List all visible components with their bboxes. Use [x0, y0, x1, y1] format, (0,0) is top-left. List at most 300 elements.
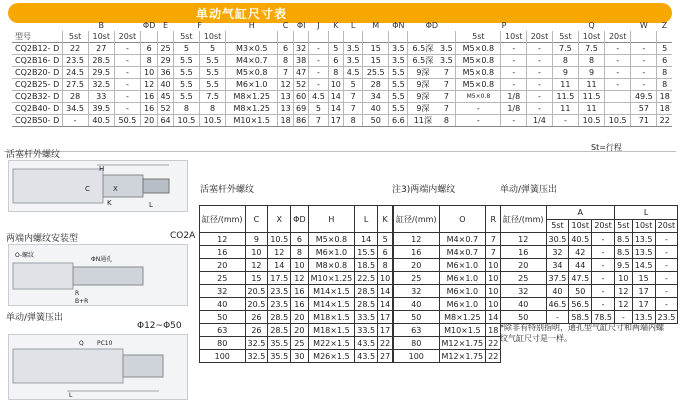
- cell: 20: [140, 115, 157, 127]
- table-row: [394, 246, 501, 259]
- main-dimension-table: [12, 20, 672, 127]
- cell: -: [309, 43, 328, 55]
- l-label: L: [149, 201, 153, 209]
- cell: 28.5: [88, 55, 114, 67]
- cell: -: [592, 285, 615, 298]
- spring-out-table: [500, 205, 678, 324]
- cell: 28: [363, 79, 389, 91]
- cell: -: [309, 55, 328, 67]
- cell: 14: [355, 233, 378, 246]
- cell: 16: [200, 246, 246, 259]
- cell: 12: [278, 79, 294, 91]
- cell: -: [456, 115, 501, 127]
- cell: M5×0.8: [456, 55, 501, 67]
- cell: M5×0.8: [456, 43, 501, 55]
- cell: 5.5: [389, 67, 408, 79]
- cell: 32: [293, 43, 309, 55]
- cell: M8×0.8: [308, 259, 355, 272]
- cell: 17: [632, 298, 655, 311]
- q-label: Q: [79, 340, 84, 347]
- cell: M6×1.0: [439, 272, 486, 285]
- cell: M22×1.5: [308, 337, 355, 350]
- main-header-f: F: [197, 21, 202, 30]
- header-cell: H: [308, 206, 355, 233]
- table-row: [394, 324, 501, 337]
- cell: 49.5: [631, 91, 657, 103]
- main-sub-empty: [344, 31, 363, 43]
- both-end-header-row: [394, 206, 501, 233]
- cell: 12: [394, 233, 440, 246]
- cell: 45: [158, 91, 174, 103]
- cell: -: [592, 246, 615, 259]
- cell: M14×1.5: [308, 298, 355, 311]
- cell: 10.5: [200, 115, 226, 127]
- cell: 13: [278, 103, 294, 115]
- header-cell: C: [245, 206, 268, 233]
- cell: 60: [293, 91, 309, 103]
- table-row: [200, 298, 393, 311]
- table-row: [501, 233, 678, 246]
- cell: 69: [293, 103, 309, 115]
- cell: 8: [344, 115, 363, 127]
- cell: 26: [245, 324, 268, 337]
- main-table-row: [12, 103, 672, 115]
- cell: 5: [328, 43, 344, 55]
- cell: -: [527, 91, 553, 103]
- main-table-row: [12, 55, 672, 67]
- cell: 16: [140, 91, 157, 103]
- cell: 10: [614, 272, 632, 285]
- cell: M12×1.75: [439, 337, 486, 350]
- cell: 6: [291, 233, 308, 246]
- main-header-p: P: [501, 21, 507, 30]
- cell: -: [527, 55, 553, 67]
- cell: 10: [486, 259, 501, 272]
- cell: 44: [569, 259, 592, 272]
- cell: -: [114, 103, 140, 115]
- main-table-row: [12, 79, 672, 91]
- cell: 9深: [408, 103, 438, 115]
- both-end-heading: 两端内螺纹安装型: [6, 234, 79, 244]
- cell: -: [501, 43, 527, 55]
- cell: 6.6: [389, 115, 408, 127]
- cell: 7.5: [200, 91, 226, 103]
- header-cell: 5st: [614, 219, 632, 233]
- cell: 6.5深: [408, 55, 438, 67]
- cell: 5: [657, 43, 672, 55]
- cell: -: [655, 272, 678, 285]
- cell: 26: [245, 311, 268, 324]
- cell: 5.5: [200, 79, 226, 91]
- cell: 7: [437, 67, 455, 79]
- cell: M5×0.8: [456, 79, 501, 91]
- header-cell: 5st: [546, 219, 569, 233]
- cell: -: [655, 285, 678, 298]
- table-row: [501, 298, 678, 311]
- cell: 6: [328, 55, 344, 67]
- cell: 12: [291, 272, 308, 285]
- header-cell: 20st: [592, 219, 615, 233]
- cell: 8.5: [614, 233, 632, 246]
- cell: 3.5: [344, 55, 363, 67]
- main-sub-f-10st: 10st: [200, 31, 226, 43]
- spring-out-heading: 单动/弹簧压出: [6, 313, 64, 323]
- table-row: [200, 272, 393, 285]
- cell: 57: [631, 103, 657, 115]
- cell: M6×1.0: [226, 79, 278, 91]
- cell: 11深: [408, 115, 438, 127]
- cell: 25: [158, 43, 174, 55]
- cell: -: [501, 67, 527, 79]
- cell: -: [527, 103, 553, 115]
- cell: -: [592, 298, 615, 311]
- cell: CQ2B20- D: [12, 67, 62, 79]
- rod-thread-drawing: [8, 160, 188, 212]
- cell: 28.5: [355, 298, 378, 311]
- both-end-table: [393, 205, 501, 363]
- table-row: [394, 285, 501, 298]
- cell: 8: [328, 67, 344, 79]
- cell: -: [605, 55, 631, 67]
- main-sub-empty: [389, 31, 408, 43]
- rod-thread-diagram: [9, 161, 187, 211]
- cell: 32: [394, 285, 440, 298]
- cell: M8×1.25: [226, 103, 278, 115]
- main-header-phin: ΦN: [392, 21, 405, 30]
- header-cell: R: [486, 206, 501, 233]
- cell: 14: [268, 259, 291, 272]
- cell: 7.5: [552, 43, 578, 55]
- main-sub-empty: [140, 31, 157, 43]
- main-sub-empty: [226, 31, 278, 43]
- section-divider: [4, 151, 676, 152]
- cell: 7.5: [578, 43, 604, 55]
- cell: M10×1.5: [439, 324, 486, 337]
- cell: M10×1.5: [226, 115, 278, 127]
- cell: 12: [200, 233, 246, 246]
- cell: 10: [328, 79, 344, 91]
- cell: 33: [88, 91, 114, 103]
- cell: 1/8: [501, 91, 527, 103]
- cell: M8×1.25: [226, 91, 278, 103]
- cell: 16: [394, 246, 440, 259]
- cell: 8: [173, 103, 199, 115]
- cell: 10.5: [268, 233, 291, 246]
- cell: -: [631, 79, 657, 91]
- main-header-k: K: [333, 21, 339, 30]
- cell: 50: [569, 285, 592, 298]
- cell: -: [114, 43, 140, 55]
- rod-thread-table: [199, 205, 393, 363]
- cell: 80: [394, 337, 440, 350]
- cell: -: [592, 259, 615, 272]
- cell: 22: [657, 115, 672, 127]
- main-header-j: J: [317, 21, 320, 30]
- main-header-e: E: [163, 21, 169, 30]
- table-row: [200, 285, 393, 298]
- cell: 8.5: [614, 246, 632, 259]
- table-row: [501, 285, 678, 298]
- cell: 52: [158, 103, 174, 115]
- cell: 33.5: [355, 311, 378, 324]
- cell: 18: [657, 91, 672, 103]
- main-header-z: Z: [661, 21, 668, 30]
- b-r-label: B+R: [75, 298, 89, 305]
- rod-thread-header-row: [200, 206, 393, 233]
- main-sub-empty: [657, 31, 672, 43]
- cell: M10×1.25: [308, 272, 355, 285]
- cell: 20.5: [245, 298, 268, 311]
- cell: 5.5: [173, 55, 199, 67]
- table-row: [200, 246, 393, 259]
- table-row: [394, 272, 501, 285]
- cell: 28.5: [355, 285, 378, 298]
- cell: -: [501, 79, 527, 91]
- cell: 3.5: [437, 55, 455, 67]
- cell: 40.5: [88, 115, 114, 127]
- table-row: [394, 337, 501, 350]
- cell: 28.5: [268, 324, 291, 337]
- main-sub-b-20st: 20st: [114, 31, 140, 43]
- cell: -: [501, 55, 527, 67]
- cell: 9深: [408, 79, 438, 91]
- cell: 3.5: [389, 43, 408, 55]
- cell: 9: [578, 67, 604, 79]
- cell: 7: [344, 91, 363, 103]
- both-end-diagram: [9, 245, 187, 305]
- cell: 39.5: [88, 103, 114, 115]
- cell: 50: [363, 115, 389, 127]
- main-sub-q-20st: 20st: [605, 31, 631, 43]
- cell: -: [114, 91, 140, 103]
- cell: 6: [657, 55, 672, 67]
- main-header-b: B: [98, 21, 104, 30]
- header-cell: 缸径/(mm): [200, 206, 246, 233]
- cell: M4×0.7: [226, 55, 278, 67]
- table-row: [200, 233, 393, 246]
- main-sub-p-20st: 20st: [527, 31, 553, 43]
- cell: CQ2B32- D: [12, 91, 62, 103]
- main-header-phii: ΦI: [296, 21, 306, 30]
- spring-header-row-1: [501, 206, 678, 220]
- cell: 50: [200, 311, 246, 324]
- x-label: X: [113, 185, 118, 193]
- stroke-note: St=行程: [591, 143, 622, 152]
- main-sub-empty: [363, 31, 389, 43]
- cell: 4.5: [309, 91, 328, 103]
- cell: 80: [200, 337, 246, 350]
- cell: 28.5: [268, 311, 291, 324]
- page-title: 单动气缸尺寸表: [196, 7, 288, 21]
- cell: 16: [291, 285, 308, 298]
- cell: 14: [328, 103, 344, 115]
- cell: 5.5: [200, 55, 226, 67]
- l-label-2: L: [69, 392, 73, 399]
- cell: 5: [378, 233, 393, 246]
- cell: 11: [578, 79, 604, 91]
- table-row: [200, 350, 393, 363]
- cell: 15: [363, 43, 389, 55]
- cell: 64: [158, 115, 174, 127]
- spring-out-diagram: [9, 335, 187, 399]
- cell: 20: [501, 259, 547, 272]
- cell: -: [614, 311, 632, 324]
- cell: 34: [546, 259, 569, 272]
- cell: 7: [486, 233, 501, 246]
- cell: 14: [486, 311, 501, 324]
- cell: 12: [268, 246, 291, 259]
- cell: 16: [501, 246, 547, 259]
- cell: M6×1.0: [308, 246, 355, 259]
- main-sub-empty: [631, 31, 657, 43]
- table-row: [501, 272, 678, 285]
- cell: 50: [501, 311, 547, 324]
- main-sub-q-5st: 5st: [552, 31, 578, 43]
- header-cell: O: [439, 206, 486, 233]
- cell: M5×0.8: [308, 233, 355, 246]
- cell: [605, 91, 631, 103]
- cell: -: [605, 79, 631, 91]
- cell: 5.5: [200, 67, 226, 79]
- cell: 34.5: [62, 103, 88, 115]
- cell: 100: [394, 350, 440, 363]
- table-row: [200, 324, 393, 337]
- cell: 40: [200, 298, 246, 311]
- cell: 40: [501, 298, 547, 311]
- cell: M26×1.5: [308, 350, 355, 363]
- cell: 5: [200, 43, 226, 55]
- table-row: [501, 246, 678, 259]
- main-sub-empty: [278, 31, 294, 43]
- cell: 3.5: [389, 55, 408, 67]
- rod-thread-heading: 活塞杆外螺纹: [6, 150, 61, 160]
- cell: -: [592, 233, 615, 246]
- cell: -: [527, 67, 553, 79]
- cell: -: [605, 67, 631, 79]
- header-cell: L: [614, 206, 677, 220]
- cell: 6: [278, 43, 294, 55]
- cell: 38: [293, 55, 309, 67]
- cell: -: [631, 67, 657, 79]
- cell: M5×0.8: [456, 91, 501, 103]
- table-row: [200, 337, 393, 350]
- table-row: [394, 233, 501, 246]
- cell: 32.5: [245, 337, 268, 350]
- cell: -: [501, 115, 527, 127]
- cell: 8: [278, 55, 294, 67]
- cell: -: [605, 43, 631, 55]
- cell: 5.5: [173, 79, 199, 91]
- header-cell: K: [378, 206, 393, 233]
- cell: 9深: [408, 91, 438, 103]
- main-header-c: C: [282, 21, 289, 30]
- cell: 43.5: [355, 350, 378, 363]
- cell: 40: [546, 285, 569, 298]
- table-row: [200, 259, 393, 272]
- cell: 20: [200, 259, 246, 272]
- cell: 9: [245, 233, 268, 246]
- cell: 25: [501, 272, 547, 285]
- cell: 18: [657, 103, 672, 115]
- cell: 78.5: [592, 311, 615, 324]
- cell: 7: [437, 103, 455, 115]
- cell: 22: [378, 337, 393, 350]
- cell: 17: [632, 285, 655, 298]
- cell: -: [309, 67, 328, 79]
- cell: CQ2B12- D: [12, 43, 62, 55]
- cell: -: [114, 67, 140, 79]
- main-table-row: [12, 43, 672, 55]
- header-cell: ΦD: [291, 206, 308, 233]
- c-label: C: [85, 185, 90, 193]
- cell: 30.5: [546, 233, 569, 246]
- cell: 22.5: [355, 272, 378, 285]
- footnote: *除非有特别指明，通孔型气缸尺寸和两端内螺纹气缸尺寸是一样。: [500, 323, 664, 343]
- cell: 20: [394, 259, 440, 272]
- cell: 16: [291, 298, 308, 311]
- cell: 3.5: [344, 43, 363, 55]
- cell: 56.5: [569, 298, 592, 311]
- cell: 9: [552, 67, 578, 79]
- cell: 10.5: [173, 115, 199, 127]
- cell: 11.5: [552, 91, 578, 103]
- cell: M5×0.8: [456, 67, 501, 79]
- cell: M6×1.0: [439, 298, 486, 311]
- cell: 17: [378, 311, 393, 324]
- cell: -: [114, 55, 140, 67]
- cell: 35.5: [268, 337, 291, 350]
- cell: -: [655, 259, 678, 272]
- cell: 14: [328, 91, 344, 103]
- cell: 32: [501, 285, 547, 298]
- cell: 50: [394, 311, 440, 324]
- note3-title: 注3)两端内螺纹: [392, 185, 456, 195]
- table-row: [394, 311, 501, 324]
- cell: 63: [200, 324, 246, 337]
- cell: 7: [278, 67, 294, 79]
- main-table-row: [12, 115, 672, 127]
- cell: 32.5: [245, 350, 268, 363]
- cell: 6: [378, 246, 393, 259]
- cell: 12: [614, 285, 632, 298]
- header-cell: 20st: [655, 219, 678, 233]
- cell: 46.5: [546, 298, 569, 311]
- cell: 15.5: [355, 246, 378, 259]
- cell: 7: [437, 91, 455, 103]
- main-table-header-row-2: [12, 31, 672, 43]
- cell: -: [631, 43, 657, 55]
- cell: 8: [552, 55, 578, 67]
- main-sub-b-10st: 10st: [88, 31, 114, 43]
- cell: 23.5: [268, 298, 291, 311]
- cell: 36: [158, 67, 174, 79]
- cell: 15: [363, 55, 389, 67]
- cell: M4×0.7: [439, 246, 486, 259]
- cell: 27: [378, 350, 393, 363]
- co2a-label: CO2A: [170, 231, 196, 241]
- main-header-w: W: [639, 21, 648, 30]
- cell: -: [309, 79, 328, 91]
- main-header-model-spacer: [12, 20, 62, 31]
- spring-table-title: 单动/弹簧压出: [500, 185, 558, 195]
- cell: CQ2B40- D: [12, 103, 62, 115]
- cell: 12: [614, 298, 632, 311]
- cell: 35.5: [268, 350, 291, 363]
- cell: -: [655, 298, 678, 311]
- cell: 27.5: [62, 79, 88, 91]
- k-label: K: [107, 199, 112, 207]
- cell: 58.5: [569, 311, 592, 324]
